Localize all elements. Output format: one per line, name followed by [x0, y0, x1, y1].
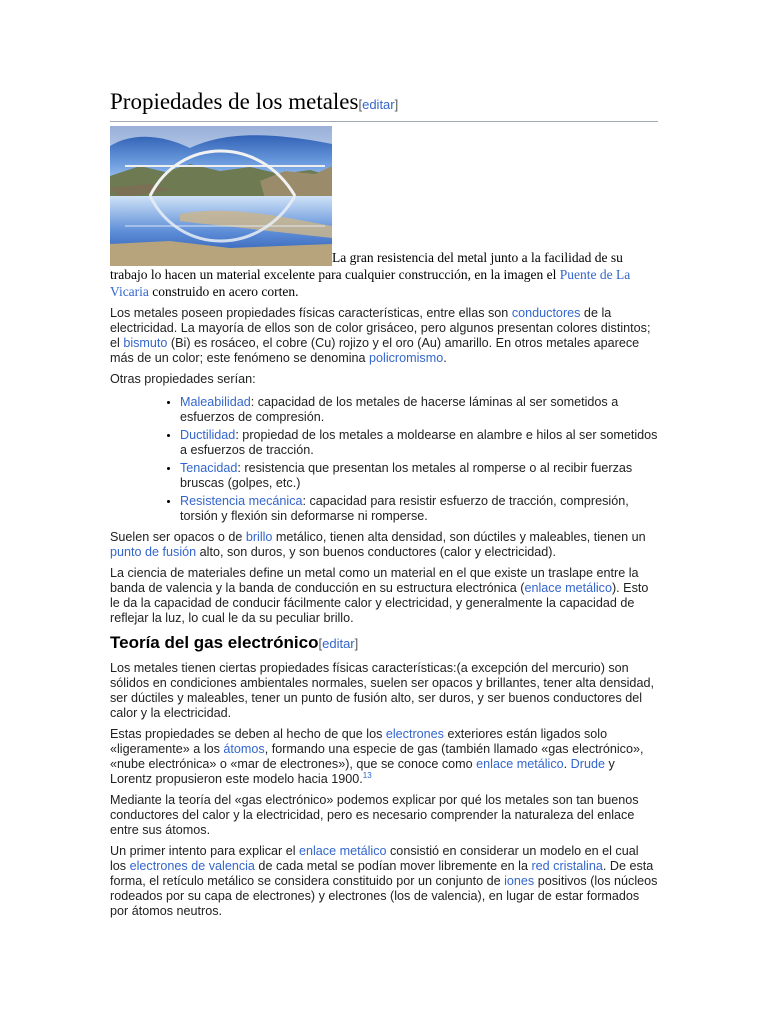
- paragraph-brillo: Suelen ser opacos o de brillo metálico, tienen alta densidad, son dúctiles y maleables, tienen un punto de fusión alto, son duros, y son buenos conductores (calor y electricidad).: [110, 530, 646, 559]
- list-item: • Maleabilidad: capacidad de los metales de hacerse láminas al ser sometidos a esfuerzos de compresión.: [180, 395, 658, 425]
- bridge-reflection-photo[interactable]: [110, 126, 332, 266]
- puente-la-vicaria-link[interactable]: Puente de La Vicaria: [110, 267, 631, 299]
- edit-subsection-link[interactable]: editar: [322, 636, 355, 651]
- list-item: • Tenacidad: resistencia que presentan los metales al romperse o al recibir fuerzas bruscas (golpes, etc.): [180, 461, 658, 491]
- subsection-title: Teoría del gas electrónico: [110, 633, 319, 652]
- list-item: • Ductilidad: propiedad de los metales a moldearse en alambre e hilos al ser sometidos a esfuerzos de tracción.: [180, 428, 658, 458]
- figure-with-caption: La gran resistencia del metal junto a la facilidad de su trabajo lo hacen un material excelente para cualquier construcción, en la imagen el Puente de La Vicaria construido en acero corten.: [110, 126, 658, 300]
- punto-de-fusion-link[interactable]: punto de fusión: [110, 545, 197, 559]
- iones-link[interactable]: iones: [504, 874, 535, 888]
- enlace-metalico-link[interactable]: enlace metálico: [524, 581, 612, 595]
- bismuto-link[interactable]: bismuto: [123, 336, 168, 350]
- paragraph-materials-science: La ciencia de materiales define un metal como un material en el que existe un traslape entre la banda de valencia y la banda de conducción en su estructura electrónica (enlace metálico). Esto le da la capacidad de conducir fácilmente calor y electricidad, y generalmente la capacidad de reflejar la luz, lo cual le da su peculiar brillo.: [110, 566, 649, 625]
- edit-section-link[interactable]: editar: [362, 97, 395, 112]
- reference-link[interactable]: 13: [362, 770, 372, 780]
- resistencia-mecanica-link[interactable]: Resistencia mecánica: [180, 494, 303, 508]
- subsection-heading: [110, 632, 658, 655]
- enlace-metalico-link[interactable]: enlace metálico: [299, 844, 387, 858]
- tenacidad-link[interactable]: Tenacidad: [180, 461, 238, 475]
- article-content: [110, 88, 658, 919]
- properties-list: [110, 395, 658, 524]
- list-item: • Resistencia mecánica: capacidad para resistir esfuerzo de tracción, compresión, torsión y flexión sin deformarse ni romperse.: [180, 494, 658, 524]
- paragraph-other-properties: Otras propiedades serían:: [110, 372, 256, 386]
- paragraph-electron-gas: Estas propiedades se deben al hecho de que los electrones exteriores están ligados solo «ligeramente» a los átomos, formando una especie de gas (también llamado «gas electrónico», «nube electrónica» o «mar de electrones»), que se conoce como enlace metálico. Drude y Lorentz propusieron este modelo hacia 1900.13: [110, 727, 644, 786]
- electrones-link[interactable]: electrones: [385, 727, 444, 741]
- maleabilidad-link[interactable]: Maleabilidad: [180, 395, 251, 409]
- paragraph-first-attempt: Un primer intento para explicar el enlace metálico consistió en considerar un modelo en el cual los electrones de valencia de cada metal se podían mover libremente en la red cristalina. De esta forma, el retículo metálico se considera constituido por un conjunto de iones positivos (los núcleos rodeados por su capa de electrones) y electrones (los de valencia), en lugar de estar formados por átomos neutros.: [110, 844, 658, 918]
- electrones-de-valencia-link[interactable]: electrones de valencia: [129, 859, 255, 873]
- conductores-link[interactable]: conductores: [511, 306, 581, 320]
- ductilidad-link[interactable]: Ductilidad: [180, 428, 236, 442]
- paragraph-properties: Los metales poseen propiedades físicas características, entre ellas son conductores de la electricidad. La mayoría de ellos son de color grisáceo, pero algunos presentan colores distintos; el bismuto (Bi) es rosáceo, el cobre (Cu) rojizo y el oro (Au) amarillo. En otros metales aparece más de un color; este fenómeno se denomina policromismo.: [110, 306, 651, 365]
- brillo-link[interactable]: brillo: [245, 530, 273, 544]
- atomos-link[interactable]: átomos: [223, 742, 265, 756]
- policromismo-link[interactable]: policromismo: [369, 351, 444, 365]
- edit-subsection-link-wrapper: [editar]: [318, 636, 359, 651]
- paragraph-physical-properties: Los metales tienen ciertas propiedades físicas características:(a excepción del mercurio) son sólidos en condiciones ambientales normales, suelen ser opacos y brillantes, tener alta densidad, ser dúctiles y maleables, tener un punto de fusión alto, ser duros, y ser buenos conductores del calor y la electricidad.: [110, 661, 654, 720]
- paragraph-theory: Mediante la teoría del «gas electrónico» podemos explicar por qué los metales son tan buenos conductores del calor y la electricidad, pero es necesario comprender la naturaleza del enlace entre sus átomos.: [110, 793, 639, 837]
- red-cristalina-link[interactable]: red cristalina: [531, 859, 603, 873]
- edit-section-link-wrapper: [editar]: [358, 97, 399, 112]
- figure-caption: La gran resistencia del metal junto a la facilidad de su trabajo lo hacen un material excelente para cualquier construcción, en la imagen el: [110, 250, 623, 282]
- section-heading: [110, 88, 658, 122]
- enlace-metalico-link[interactable]: enlace metálico: [476, 757, 564, 771]
- drude-link[interactable]: Drude: [570, 757, 605, 771]
- section-title: Propiedades de los metales: [110, 89, 359, 114]
